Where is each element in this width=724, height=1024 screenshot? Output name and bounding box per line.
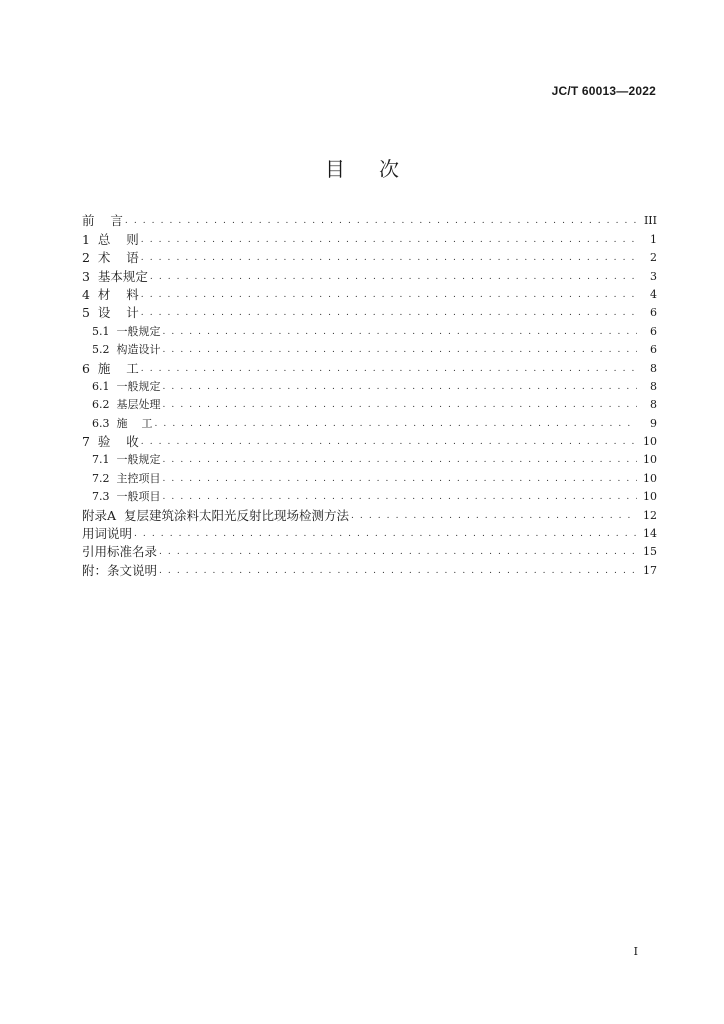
toc-entry[interactable]	[82, 285, 657, 303]
toc-leader-dots	[163, 382, 638, 392]
toc-entry[interactable]	[82, 505, 657, 523]
toc-leader-dots	[159, 566, 637, 576]
toc-entry[interactable]	[82, 377, 657, 395]
toc-entry-label: 7 验 收	[82, 434, 139, 450]
toc-leader-dots	[141, 290, 637, 300]
standard-code: JC/T 60013—2022	[551, 84, 656, 98]
toc-entry[interactable]	[82, 358, 657, 376]
toc-entry[interactable]	[82, 560, 657, 578]
toc-entry[interactable]	[82, 266, 657, 284]
toc-entry-label: 引用标准名录	[82, 544, 158, 560]
toc-entry-label: 7.2 主控项目	[92, 471, 161, 485]
toc-leader-dots	[141, 253, 637, 263]
toc-entry-label: 6.2 基层处理	[92, 398, 161, 412]
toc-entry-label: 5 设 计	[82, 305, 139, 321]
toc-entry[interactable]	[82, 248, 657, 266]
toc-entry[interactable]	[82, 432, 657, 450]
toc-entry-page: 6	[650, 343, 657, 357]
toc-entry-page: 10	[643, 435, 657, 449]
toc-entry-label: 附录A 复层建筑涂料太阳光反射比现场检测方法	[82, 507, 349, 523]
toc-entry-label: 2 术 语	[82, 250, 139, 266]
toc-entry[interactable]	[82, 211, 657, 229]
toc-entry[interactable]	[82, 395, 657, 413]
toc-entry[interactable]	[82, 321, 657, 339]
toc-entry-label: 7.3 一般项目	[92, 490, 161, 504]
toc-entry-page: 17	[643, 563, 657, 577]
toc-entry[interactable]	[82, 450, 657, 468]
toc-leader-dots	[159, 547, 637, 557]
toc-entry-page: 10	[643, 471, 657, 485]
toc-leader-dots	[150, 272, 637, 282]
toc-entry-label: 5.2 构造设计	[92, 343, 161, 357]
toc-leader-dots	[163, 400, 638, 410]
toc-entry-label: 1 总 则	[82, 231, 139, 247]
toc-entry-page: 8	[650, 379, 657, 393]
toc-entry[interactable]	[82, 487, 657, 505]
toc-entry-page: 12	[643, 508, 657, 522]
toc-entry[interactable]	[82, 303, 657, 321]
page-number: I	[633, 945, 638, 958]
toc-entry[interactable]	[82, 542, 657, 560]
toc-entry-label: 3 基本规定	[82, 268, 148, 284]
toc-entry-page: 8	[650, 361, 657, 375]
toc-leader-dots	[141, 235, 637, 245]
toc-entry-label: 附：条文说明	[82, 562, 158, 578]
toc-entry-page: 15	[643, 545, 657, 559]
page-title: 目次	[325, 157, 433, 181]
toc-leader-dots	[134, 529, 637, 539]
toc-entry-label: 7.1 一般规定	[92, 453, 161, 467]
toc-entry-page: III	[643, 214, 657, 228]
toc-entry[interactable]	[82, 340, 657, 358]
toc-leader-dots	[154, 419, 637, 429]
toc-leader-dots	[163, 345, 638, 355]
toc-entry-label: 用词说明	[82, 526, 133, 542]
toc-entry-page: 8	[650, 398, 657, 412]
toc-entry[interactable]	[82, 468, 657, 486]
toc-leader-dots	[351, 511, 637, 521]
toc-leader-dots	[125, 216, 637, 226]
toc-entry-page: 6	[650, 306, 657, 320]
toc-entry-label: 6 施 工	[82, 360, 139, 376]
toc-entry[interactable]	[82, 229, 657, 247]
toc-entry[interactable]	[82, 524, 657, 542]
toc-entry-page: 14	[643, 527, 657, 541]
toc-entry-label: 5.1 一般规定	[92, 324, 161, 338]
toc-leader-dots	[141, 364, 637, 374]
toc-entry-page: 9	[650, 416, 657, 430]
toc-leader-dots	[163, 474, 638, 484]
toc-leader-dots	[163, 455, 638, 465]
toc-entry-page: 3	[650, 269, 657, 283]
toc-leader-dots	[141, 308, 637, 318]
toc-leader-dots	[163, 492, 638, 502]
toc-entry-label: 6.3 施 工	[92, 416, 153, 430]
toc-leader-dots	[163, 327, 638, 337]
toc-entry-page: 2	[650, 251, 657, 265]
toc-entry-page: 6	[650, 324, 657, 338]
toc-entry-page: 4	[650, 287, 657, 301]
toc-entry-page: 10	[643, 490, 657, 504]
table-of-contents	[82, 211, 657, 579]
toc-entry[interactable]	[82, 413, 657, 431]
toc-entry-label: 4 材 料	[82, 286, 139, 302]
toc-entry-page: 10	[643, 453, 657, 467]
toc-leader-dots	[141, 437, 637, 447]
toc-entry-label: 前 言	[82, 213, 123, 229]
toc-entry-page: 1	[650, 232, 657, 246]
toc-entry-label: 6.1 一般规定	[92, 379, 161, 393]
